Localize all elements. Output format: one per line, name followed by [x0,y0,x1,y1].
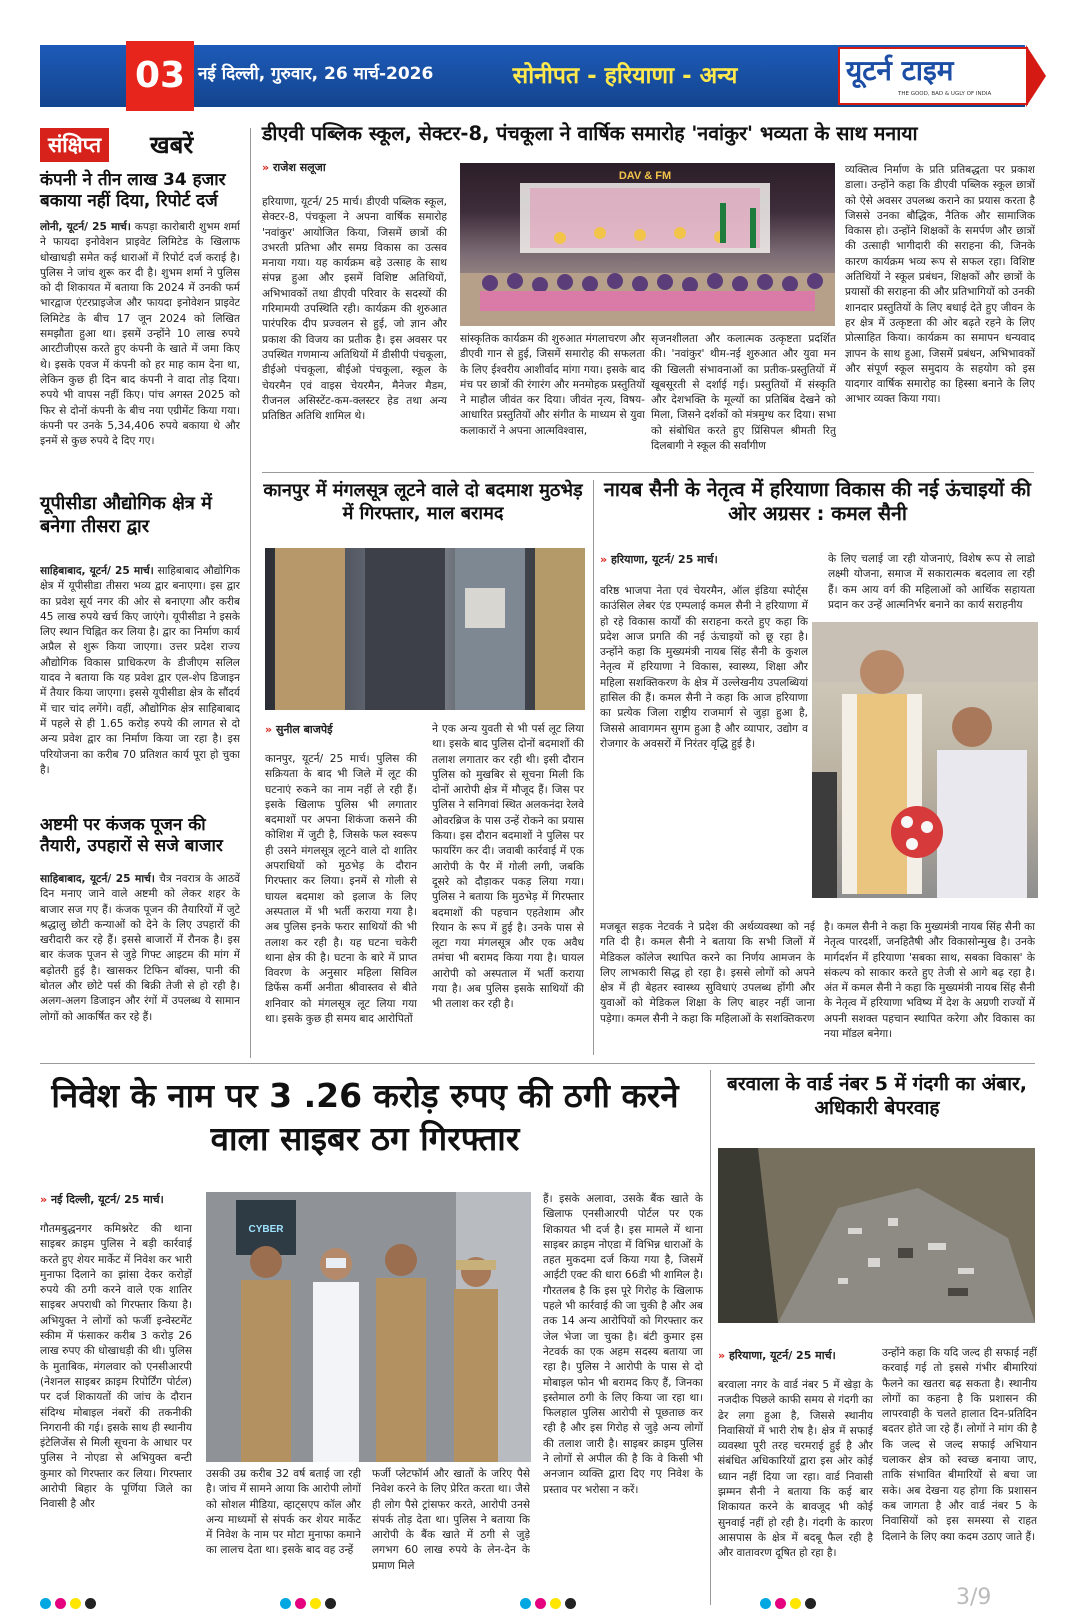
cyan-dot-icon [280,1598,291,1609]
cyan-dot-icon [40,1598,51,1609]
black-dot-icon [565,1598,576,1609]
dav-article-col3: सृजनशीलता और कलात्मक उत्कृष्टता प्रदर्शित की। 'नवांकुर' थीम-नई शुरुआत और युवा मन की खिलती संभावनाओं का प्रतीक-प्रस्तुतियों में खूबसूरती से दर्शाई गई। प्रस्तुतियों में संस्कृति और देशभक्ति के मूल्यों का प्रतिबिंब देखने को मिला, जिसने दर्शकों को मंत्रमुग्ध कर दिया। सभा को संबोधित करते हुए प्रिंसिपल श्रीमती रितु दिलबागी ने स्कूल की सर्वांगीण [651,333,836,453]
sidebar-headline-3: अष्टमी पर कंजक पूजन की तैयारी, उपहारों से सजे बाजार [40,815,223,857]
headline-haryana-development: नायब सैनी के नेतृत्व में हरियाणा विकास की नई ऊंचाइयों की ओर अग्रसर : कमल सैनी [604,478,1031,526]
page-number: 03 [126,41,194,111]
cyber-article-col2: उसकी उम्र करीब 32 वर्ष बताई जा रही है। जांच में सामने आया कि आरोपी लोगों को सोशल मीडिया, व्हाट्सएप कॉल और अन्य माध्यमों से संपर्क कर शेयर मार्केट में निवेश के नाम पर मोटा मुनाफा कमाने का लालच देता था। इसके बाद वह उन्हें [206,1468,361,1557]
masthead-bar [40,45,1025,107]
sidebar-headline-2: यूपीसीडा औद्योगिक क्षेत्र में बनेगा तीसरा द्वार [40,493,212,537]
arrest-illustration [265,548,585,710]
stage-banner-text: DAV & FM [618,170,672,182]
color-registration-dots [280,1594,340,1606]
headline-kanpur-arrest: कानपुर में मंगलसूत्र लूटने वाले दो बदमाश मुठभेड़ में गिरफ्तार, माल बरामद [263,480,583,524]
saini-article-col1: वरिष्ठ भाजपा नेता एवं चेयरमैन, ऑल इंडिया स्पोर्ट्स काउंसिल लेबर एंड एम्पलाई कमल सैनी ने हरियाणा में हो रहे विकास कार्यों की सराहना करते हुए कहा कि प्रदेश आज प्रगति की नई ऊंचाइयों को छू रहा है। उन्होंने कहा कि मुख्यमंत्री नायब सिंह सैनी के कुशल नेतृत्व में हरियाणा ने विकास, स्वास्थ्य, शिक्षा और महिला सशक्तिकरण के क्षेत्र में उल्लेखनीय उपलब्धियां हासिल की हैं। कमल सैनी ने कहा कि आज हरियाणा का प्रत्येक जिला राष्ट्रीय राजमार्ग से जुड़ा हुआ है, जिससे आवागमन सुगम हुआ है और व्यापार, उद्योग व रोजगार के अवसरों में निरंतर वृद्धि हुई है। [600,585,808,750]
stage-illustration [460,163,835,326]
sidebar-story-1 [40,220,240,482]
saini-article-bottom2: है। कमल सैनी ने कहा कि मुख्यमंत्री नायब सिंह सैनी का नेतृत्व पारदर्शी, जनहितैषी और विकासोन्मुख है। उनके मार्गदर्शन में हरियाणा 'सबका साथ, सबका विकास' के संकल्प को साकार करते हुए तेजी से आगे बढ़ रहा है। अंत में कमल सैनी ने कहा कि मुख्यमंत्री नायब सिंह सैनी के नेतृत्व में हरियाणा भविष्य में देश के अग्रणी राज्यों में अपनी सशक्त पहचान स्थापित करेगा और विकास का नया मॉडल बनेगा। [824,921,1035,1041]
yellow-dot-icon [310,1598,321,1609]
kanpur-arrest-photo [265,548,585,710]
black-dot-icon [805,1598,816,1609]
dav-article-col2: सांस्कृतिक कार्यक्रम की शुरुआत मंगलाचरण और डीएवी गान से हुई, जिसमें समारोह की सफलता के लिए ईश्वरीय आशीर्वाद मांगा गया। इसके बाद मंच पर छात्रों की रंगारंग और मनमोहक प्रस्तुतियों ने माहौल जीवंत कर दिया। जीवंत नृत्य, विषय-आधारित प्रस्तुतियों और संगीत के माध्यम से युवा कलाकारों ने अपना आत्मविश्वास, [460,333,645,437]
color-registration-dots [760,1594,820,1606]
dav-article-col1: हरियाणा, यूटर्न/ 25 मार्च। डीएवी पब्लिक स्कूल, सेक्टर-8, पंचकूला ने अपना वार्षिक समारोह 'नवांकुर' आयोजित किया, जिसमें छात्रों की उभरती प्रतिभा और समग्र विकास का उत्सव मनाया गया। यह कार्यक्रम बड़े उत्साह के साथ संपन्न हुआ और इसमें विशिष्ट अतिथियों, अभिभावकों तथा डीएवी परिवार के सदस्यों की गरिमामयी उपस्थिति रही। कार्यक्रम की शुरुआत पारंपरिक दीप प्रज्वलन से हुई, जो ज्ञान और प्रकाश की विजय का प्रतीक है। इस अवसर पर उपस्थित गणमान्य अतिथियों में डीसीपी पंचकूला, डीईओ पंचकूला, बीईओ पंचकूला, स्कूल के चेयरमैन एवं वाइस चेयरमैन, मैनेजर मैडम, रीजनल असिस्टेंट-कम-क्लस्टर हेड तथा अन्य प्रतिष्ठित अतिथि शामिल थे। [262,196,447,423]
barwala-article-col2: उन्होंने कहा कि यदि जल्द ही सफाई नहीं करवाई गई तो इससे गंभीर बीमारियां फैलने का खतरा बढ़ सकता है। स्थानीय लोगों का कहना है कि प्रशासन की लापरवाही के चलते हालात दिन-प्रतिदिन बदतर होते जा रहे हैं। लोगों ने मांग की है कि जल्द से जल्द सफाई अभियान चलाकर क्षेत्र को स्वच्छ बनाया जाए, ताकि संभावित बीमारियों से बचा जा सके। अब देखना यह होगा कि प्रशासन कब जागता है और वार्ड नंबर 5 के निवासियों को इस समस्या से राहत दिलाने के लिए क्या कदम उठाए जाते हैं। [882,1347,1037,1543]
story-text: चैत्र नवरात्र के आठवें दिन मनाए जाने वाले अष्टमी को लेकर शहर के बाजार सज गए हैं। कंजक पूजन की तैयारियों में जुटे श्रद्धालु छोटी कन्याओं को देने के लिए उपहारों की खरीदारी कर रहे हैं। इससे बाजारों में रौनक है। इस बार कंजक पूजन से जुड़े गिफ्ट आइटम की मांग में बढ़ोतरी हुई है। खासकर टिफिन बॉक्स, पानी की बोतल और छोटे पर्स की बिक्री तेजी से हो रही है। अलग-अलग डिजाइन और रंगों में उपलब्ध ये सामान लोगों को आकर्षित कर रहे हैं। [40,873,240,1023]
meeting-illustration [812,622,1038,898]
page-indicator: 3/9 [956,1585,992,1610]
black-dot-icon [325,1598,336,1609]
byline: » राजेश सलूजा [262,160,326,175]
headline-dav-annual-function: डीएवी पब्लिक स्कूल, सेक्टर-8, पंचकूला ने वार्षिक समारोह 'नवांकुर' भव्यता के साथ मनाया [262,122,918,145]
cyan-dot-icon [520,1598,531,1609]
yellow-dot-icon [550,1598,561,1609]
column-divider [593,480,594,1055]
story-dateline: साहिबाबाद, यूटर्न/ 25 मार्च। [40,565,154,577]
logo-text: यूटर्न टाइम [846,54,954,87]
magenta-dot-icon [535,1598,546,1609]
color-registration-dots [40,1594,100,1606]
byline: » हरियाणा, यूटर्न/ 25 मार्च। [718,1348,836,1363]
dav-article-col4: व्यक्तित्व निर्माण के प्रति प्रतिबद्धता पर प्रकाश डाला। उन्होंने कहा कि डीएवी पब्लिक स्कूल छात्रों को ऐसे अवसर उपलब्ध कराने का प्रयास करता है जिससे उनका बौद्धिक, नैतिक और सामाजिक विकास हो। उन्होंने शिक्षकों के समर्पण और छात्रों की उत्साही भागीदारी की सराहना की, जिनके कारण कार्यक्रम भव्य रूप से सफल रहा। विशिष्ट अतिथियों ने स्कूल प्रबंधन, शिक्षकों और छात्रों के प्रयासों की सराहना की और प्रतिभागियों को उनकी शानदार प्रस्तुतियों के लिए बधाई देते हुए जीवन के हर क्षेत्र में उत्कृष्टता की ओर बढ़ते रहने के लिए प्रोत्साहित किया। कार्यक्रम का समापन धन्यवाद ज्ञापन के साथ हुआ, जिसमें प्रबंधन, अभिभावकों और संपूर्ण स्कूल समुदाय के सहयोग को इस यादगार वार्षिक समारोह का हिस्सा बनाने के लिए आभार व्यक्त किया गया। [845,164,1035,406]
cyber-sign-text: CYBER [248,1224,284,1235]
cyan-dot-icon [760,1598,771,1609]
yellow-dot-icon [70,1598,81,1609]
newspaper-logo [838,47,1028,105]
story-dateline: लोनी, यूटर्न/ 25 मार्च। [40,221,131,233]
dateline: नई दिल्ली, गुरुवार, 26 मार्च-2026 [198,64,434,84]
magenta-dot-icon [55,1598,66,1609]
saini-article-bottom1: मजबूत सड़क नेटवर्क ने प्रदेश की अर्थव्यवस्था को नई गति दी है। कमल सैनी ने बताया कि सभी जिलों में मेडिकल कॉलेज स्थापित करने का निर्णय आमजन के लिए लाभकारी सिद्ध हो रहा है। इससे लोगों को अपने क्षेत्र में ही बेहतर स्वास्थ्य सुविधाएं उपलब्ध होंगी और युवाओं को मेडिकल शिक्षा के लिए बाहर नहीं जाना पड़ेगा। कमल सैनी ने कहा कि महिलाओं के सशक्तिकरण [600,921,815,1025]
column-divider [710,1070,711,1605]
story-text: साहिबाबाद औद्योगिक क्षेत्र में यूपीसीडा तीसरा भव्य द्वार बनाएगा। इस द्वार का प्रवेश सूर्य नगर की ओर से बनाएगा और करीब 45 लाख रुपये खर्च किए जाएंगे। यूपीसीडा ने इसके लिए स्थान चिह्नित कर लिया है। द्वार का निर्माण कार्य अप्रैल से शुरू किया जाएगा। उत्तर प्रदेश राज्य औद्योगिक विकास प्राधिकरण के डीजीएम सलिल यादव ने बताया कि यह प्रवेश द्वार एल-शेप डिजाइन में तैयार किया जाएगा। इससे यूपीसीडा क्षेत्र के सौंदर्य में चार चांद लगेंगे। वहीं, औद्योगिक क्षेत्र साहिबाबाद में पहले से ही 1.65 करोड़ रुपये की लागत से दो अन्य प्रवेश द्वार का निर्माण किया जा रहा है। इस परियोजना का करीब 70 प्रतिशत कार्य पूरा हो चुका है। [40,565,240,776]
garbage-heap-photo [718,1148,1035,1323]
cyber-article-col1: गौतमबुद्धनगर कमिश्नरेट की थाना साइबर क्राइम पुलिस ने बड़ी कार्रवाई करते हुए शेयर मार्केट में निवेश कर भारी मुनाफा दिलाने का झांसा देकर करोड़ों रुपये की ठगी करने वाले एक शातिर साइबर अपराधी को गिरफ्तार किया है। अभियुक्त ने लोगों को फर्जी इन्वेस्टमेंट स्कीम में फंसाकर करीब 3 करोड़ 26 लाख रुपए की धोखाधड़ी की थी। पुलिस के मुताबिक, मंगलवार को एनसीआरपी (नेशनल साइबर क्राइम रिपोर्टिंग पोर्टल) पर दर्ज शिकायतों की जांच के दौरान संदिग्ध मोबाइल नंबरों की तकनीकी निगरानी की गई। इसके साथ ही स्थानीय इंटेलिजेंस से मिली सूचना के आधार पर पुलिस ने नोएडा से अभियुक्त बन्टी कुमार को गिरफ्तार कर लिया। गिरफ्तार आरोपी बिहार के पूर्णिया जिले का निवासी है और [40,1223,192,1511]
section-divider [40,1063,1035,1064]
kamal-saini-photo [812,622,1038,898]
headline-barwala-garbage: बरवाला के वार्ड नंबर 5 में गंदगी का अंबार, अधिकारी बेपरवाह [726,1073,1027,1119]
cyber-arrest-photo [206,1192,531,1462]
column-divider [250,128,251,1058]
sidebar-story-2 [40,564,240,804]
brief-news-tag: संक्षिप्त [40,128,109,162]
kanpur-article-col2: ने एक अन्य युवती से भी पर्स लूट लिया था। इसके बाद पुलिस दोनों बदमाशों की तलाश लगातार कर रही थी। इसी दौरान पुलिस को मुखबिर से सूचना मिली कि दोनों आरोपी क्षेत्र में मौजूद हैं। जिस पर पुलिस ने सनिगवां स्थित अलकनंदा रेलवे ओवरब्रिज के पास उन्हें रोकने का प्रयास किया। इस दौरान बदमाशों ने पुलिस पर फायरिंग कर दी। जवाबी कार्रवाई में एक आरोपी के पैर में गोली लगी, जबकि दूसरे को दौड़ाकर पकड़ लिया गया। पुलिस ने बताया कि मुठभेड़ में गिरफ्तार बदमाशों की पहचान एहतेशाम और रियान के रूप में हुई है। उनके पास से लूटा गया मंगलसूत्र और एक अवैध तमंचा भी बरामद किया गया है। घायल आरोपी को अस्पताल में भर्ती कराया गया है। अब पुलिस इसके साथियों की भी तलाश कर रही है। [432,723,584,1011]
story-dateline: साहिबाबाद, यूटर्न/ 25 मार्च। [40,873,155,885]
headline-cyber-fraud: निवेश के नाम पर 3 .26 करोड़ रुपए की ठगी करने वाला साइबर ठग गिरफ्तार [51,1076,679,1158]
kanpur-article-col1: कानपुर, यूटर्न/ 25 मार्च। पुलिस की सक्रियता के बाद भी जिले में लूट की घटनाएं रुकने का नाम नहीं ले रही हैं। इसके खिलाफ पुलिस भी लगातार बदमाशों पर अपना शिकंजा कसने की कोशिश में जुटी है, जिसके फल स्वरूप ही उसने मंगलसूत्र लूटने वाले दो शातिर अपराधियों को मुठभेड़ के दौरान गिरफ्तार कर लिया। इनमें से गोली से घायल बदमाश को इलाज के लिए अस्पताल में भी भर्ती कराया गया है। अब पुलिस इनके फरार साथियों की भी तलाश कर रही है। यह घटना चकेरी थाना क्षेत्र की है। घटना के बारे में प्राप्त विवरण के अनुसार महिला सिविल डिफेंस कर्मी अनीता श्रीवास्तव से बीते शनिवार को मंगलसूत्र लूट लिया गया था। इसके कुछ ही समय बाद आरोपितों [265,753,417,1026]
color-registration-dots [520,1594,580,1606]
sidebar-headline-1: कंपनी ने तीन लाख 34 हजार बकाया नहीं दिया, रिपोर्ट दर्ज [40,170,226,212]
byline: » सुनील बाजपेई [265,722,333,737]
magenta-dot-icon [775,1598,786,1609]
cyber-article-col3: फर्जी प्लेटफॉर्म और खातों के जरिए पैसे निवेश करने के लिए प्रेरित करता था। जैसे ही लोग पैसे ट्रांसफर करते, आरोपी उनसे संपर्क तोड़ देता था। पुलिस ने बताया कि आरोपी के बैंक खाते में ठगी से जुड़े लगभग 60 लाख रुपये के लेन-देन के प्रमाण मिले [372,1468,530,1572]
police-illustration [206,1192,531,1462]
saini-article-top-right: के लिए चलाई जा रही योजनाएं, विशेष रूप से लाडो लक्ष्मी योजना, समाज में सकारात्मक बदलाव ला रही हैं। कम आय वर्ग की महिलाओं को आर्थिक सहायता प्रदान कर उन्हें आत्मनिर्भर बनाने का कार्य सराहनीय [828,553,1035,611]
logo-tagline: THE GOOD, BAD & UGLY OF INDIA [898,91,992,97]
logo-arrow-icon [1026,45,1046,107]
black-dot-icon [85,1598,96,1609]
byline: » नई दिल्ली, यूटर्न/ 25 मार्च। [40,1192,164,1207]
byline: » हरियाणा, यूटर्न/ 25 मार्च। [600,552,718,567]
section-divider [262,472,1034,473]
dav-event-photo [460,163,835,326]
yellow-dot-icon [790,1598,801,1609]
section-title: सोनीपत - हरियाणा - अन्य [512,63,738,89]
brief-news-label: खबरें [150,131,194,159]
story-text: कपड़ा कारोबारी शुभम शर्मा ने फायदा इनोवेशन प्राइवेट लिमिटेड के खिलाफ धोखाधड़ी समेत कई धाराओं में रिपोर्ट दर्ज कराई है। पुलिस ने जांच शुरू कर दी है। शुभम शर्मा ने पुलिस को दी शिकायत में बताया कि 2024 में उनकी फर्म भारद्वाज एंटरप्राइजेज और फायदा इनोवेशन प्राइवेट लिमिटेड के बीच 17 जून 2024 को लिखित समझौता हुआ था। इसमें उन्होंने 10 लाख रुपये आरटीजीएस करते हुए कंपनी के खाते में जमा किए थे। इसके एवज में कंपनी को हर माह काम देना था, लेकिन कुछ ही दिन बाद कंपनी ने वादा तोड़ दिया। रुपये भी वापस नहीं किए। पांच अगस्त 2025 को फिर से दोनों कंपनी के बीच नया एग्रीमेंट किया गया। कंपनी पर उनके 5,34,406 रुपये बकाया थे और इनमें से कुछ रुपये दे दिए गए। [40,221,240,448]
cyber-article-col4: हैं। इसके अलावा, उसके बैंक खाते के खिलाफ एनसीआरपी पोर्टल पर एक शिकायत भी दर्ज है। इस मामले में थाना साइबर क्राइम नोएडा में विभिन्न धाराओं के तहत मुकदमा दर्ज किया गया है, जिसमें आईटी एक्ट की धारा 66डी भी शामिल है। गौरतलब है कि इस पूरे गिरोह के खिलाफ पहले भी कार्रवाई की जा चुकी है और अब तक 14 अन्य आरोपियों को गिरफ्तार कर जेल भेजा जा चुका है। बंटी कुमार इस नेटवर्क का एक अहम सदस्य बताया जा रहा है। पुलिस ने आरोपी के पास से दो मोबाइल फोन भी बरामद किए हैं, जिनका इस्तेमाल ठगी के लिए किया जा रहा था। फिलहाल पुलिस आरोपी से पूछताछ कर रही है और इस गिरोह से जुड़े अन्य लोगों की तलाश जारी है। साइबर क्राइम पुलिस ने लोगों से अपील की है कि वे किसी भी अनजान व्यक्ति द्वारा दिए गए निवेश के प्रस्ताव पर भरोसा न करें। [543,1193,703,1496]
magenta-dot-icon [295,1598,306,1609]
barwala-article-col1: बरवाला नगर के वार्ड नंबर 5 में खेड़ा के नजदीक पिछले काफी समय से गंदगी का ढेर लगा हुआ है, जिससे स्थानीय निवासियों में भारी रोष है। क्षेत्र में सफाई व्यवस्था पूरी तरह चरमराई हुई है और संबंधित अधिकारियों द्वारा इस ओर कोई ध्यान नहीं दिया जा रहा। वार्ड निवासी झम्मन सैनी ने बताया कि कई बार शिकायत करने के बावजूद भी कोई सुनवाई नहीं हो रही है। गंदगी के कारण आसपास के क्षेत्र में बदबू फैल रही है और वातावरण दूषित हो रहा है। [718,1379,873,1560]
sidebar-story-3 [40,872,240,1057]
garbage-illustration [718,1148,1035,1323]
